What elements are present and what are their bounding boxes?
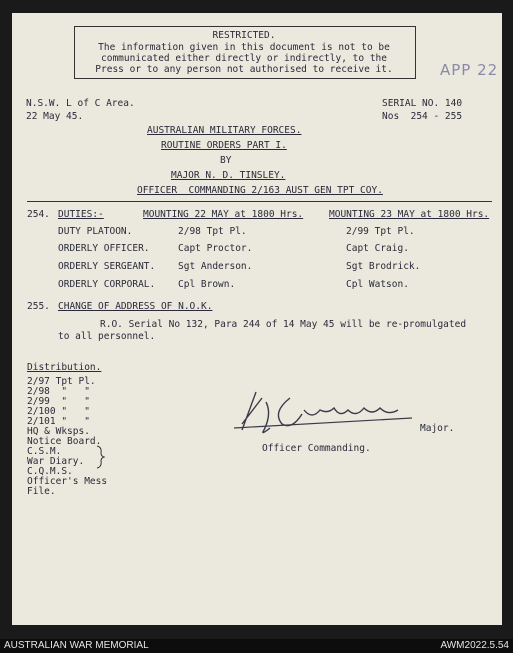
column-heading: MOUNTING 22 MAY at 1800 Hrs. bbox=[143, 209, 304, 220]
title-officer-commanding: OFFICER COMMANDING 2/163 AUST GEN TPT COY. bbox=[137, 185, 383, 196]
duty-name: ORDERLY SERGEANT. bbox=[58, 261, 156, 272]
footer-accession: AWM2022.5.54 bbox=[440, 640, 509, 651]
distribution-item: 2/101 " " bbox=[27, 416, 90, 427]
brace-mark bbox=[95, 445, 105, 469]
area-label: N.S.W. L of C Area. bbox=[26, 98, 135, 109]
order-numbers: Nos 254 - 255 bbox=[382, 111, 463, 122]
column-heading: MOUNTING 23 MAY at 1800 Hrs. bbox=[329, 209, 490, 220]
distribution-item: 2/100 " " bbox=[27, 406, 90, 417]
archive-footer bbox=[0, 639, 513, 653]
distribution-item: File. bbox=[27, 486, 56, 497]
serial-number: SERIAL NO. 140 bbox=[382, 98, 463, 109]
distribution-item: 2/97 Tpt Pl. bbox=[27, 376, 96, 387]
duty-value: Sgt Brodrick. bbox=[346, 261, 421, 272]
duty-name: ORDERLY CORPORAL. bbox=[58, 279, 156, 290]
restricted-line: The information given in this document is not to be bbox=[98, 42, 390, 53]
signature-rank: Major. bbox=[420, 423, 455, 434]
restricted-line: communicated either directly or indirectly, to the bbox=[101, 53, 387, 64]
signature-scrawl bbox=[232, 384, 422, 440]
footer-institution: AUSTRALIAN WAR MEMORIAL bbox=[4, 640, 149, 651]
duty-name: DUTY PLATOON. bbox=[58, 226, 133, 237]
duty-value: 2/99 Tpt Pl. bbox=[346, 226, 415, 237]
para-number: 255. bbox=[27, 301, 50, 312]
duty-value: 2/98 Tpt Pl. bbox=[178, 226, 247, 237]
restricted-line: Press or to any person not authorised to receive it. bbox=[95, 64, 393, 75]
para-number: 254. bbox=[27, 209, 50, 220]
duty-name: ORDERLY OFFICER. bbox=[58, 243, 150, 254]
distribution-heading: Distribution. bbox=[27, 362, 102, 373]
change-text: R.O. Serial No 132, Para 244 of 14 May 45 will be re-promulgated bbox=[100, 319, 467, 330]
title-major: MAJOR N. D. TINSLEY. bbox=[171, 170, 286, 181]
distribution-item: Notice Board. bbox=[27, 436, 102, 447]
signature-title: Officer Commanding. bbox=[262, 443, 371, 454]
distribution-item: HQ & Wksps. bbox=[27, 426, 90, 437]
handwritten-annotation: APP 22 bbox=[440, 61, 499, 79]
distribution-item: 2/99 " " bbox=[27, 396, 90, 407]
distribution-item: War Diary. bbox=[27, 456, 85, 467]
duty-value: Capt Proctor. bbox=[178, 243, 253, 254]
restricted-title: RESTRICTED. bbox=[212, 30, 276, 41]
duty-value: Capt Craig. bbox=[346, 243, 409, 254]
title-by: BY bbox=[220, 155, 232, 166]
divider bbox=[27, 201, 492, 202]
distribution-item: 2/98 " " bbox=[27, 386, 90, 397]
document-date: 22 May 45. bbox=[26, 111, 84, 122]
change-heading: CHANGE OF ADDRESS OF N.O.K. bbox=[58, 301, 213, 312]
title-routine-orders: ROUTINE ORDERS PART I. bbox=[161, 140, 287, 151]
distribution-item: C.S.M. bbox=[27, 446, 62, 457]
duty-value: Sgt Anderson. bbox=[178, 261, 253, 272]
distribution-item: C.Q.M.S. bbox=[27, 466, 73, 477]
duties-heading: DUTIES:- bbox=[58, 209, 104, 220]
duty-value: Cpl Brown. bbox=[178, 279, 236, 290]
duty-value: Cpl Watson. bbox=[346, 279, 409, 290]
distribution-item: Officer's Mess bbox=[27, 476, 108, 487]
title-forces: AUSTRALIAN MILITARY FORCES. bbox=[147, 125, 302, 136]
change-text: to all personnel. bbox=[58, 331, 156, 342]
